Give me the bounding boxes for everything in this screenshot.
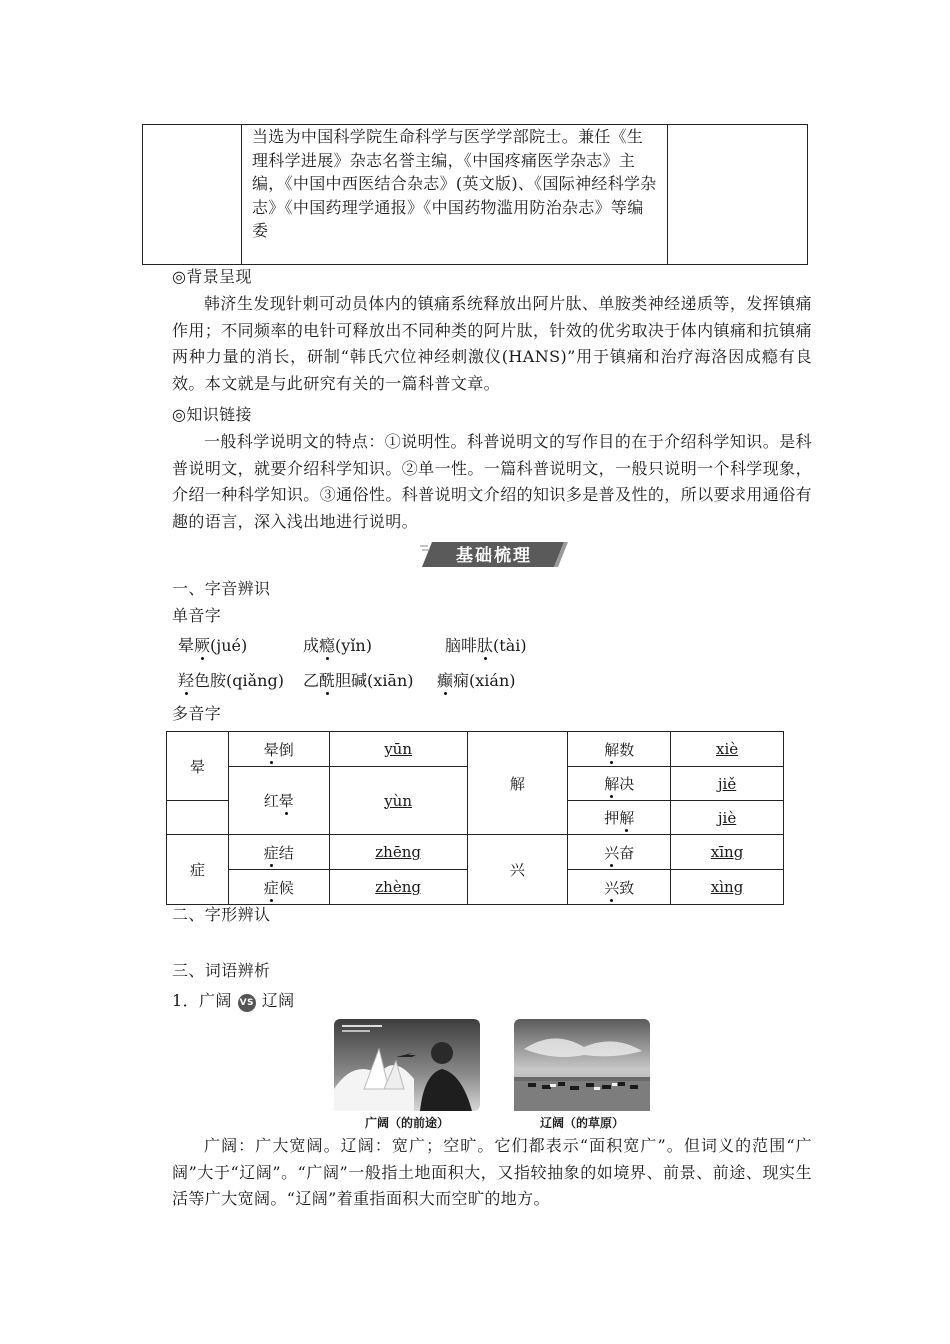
caption-broad: 广阔（的前途） bbox=[364, 1116, 449, 1130]
poly-blank bbox=[167, 801, 229, 835]
poly-word: 症结 bbox=[228, 835, 329, 870]
polyphone-table bbox=[166, 731, 784, 905]
poly-char-yun: 晕 bbox=[167, 732, 229, 801]
section2-heading: 二、字形辨认 bbox=[172, 905, 271, 924]
poly-char-jie: 解 bbox=[467, 732, 568, 835]
bio-table-right-cell bbox=[668, 125, 808, 265]
bio-table-text-cell bbox=[242, 125, 668, 265]
word-naofeitai: 脑啡肽(tài) bbox=[445, 636, 527, 655]
poly-pinyin: xīng bbox=[671, 835, 784, 870]
bio-table-left-cell bbox=[143, 125, 242, 265]
poly-word: 解决 bbox=[568, 767, 671, 801]
poly-word: 晕倒 bbox=[228, 732, 329, 767]
section-banner bbox=[418, 538, 568, 571]
poly-char-xing: 兴 bbox=[467, 835, 568, 905]
word-dianxian: 癫痫(xián) bbox=[437, 671, 516, 690]
broad-future-image bbox=[334, 1019, 480, 1111]
word-chengyin: 成瘾(yǐn) bbox=[303, 636, 372, 655]
single-sound-label: 单音字 bbox=[172, 606, 222, 625]
poly-word: 解数 bbox=[568, 732, 671, 767]
multi-sound-label: 多音字 bbox=[172, 704, 222, 723]
poly-char-zheng: 症 bbox=[167, 835, 229, 905]
section3-heading: 三、词语辨析 bbox=[172, 961, 271, 980]
poly-word: 兴奋 bbox=[568, 835, 671, 870]
poly-word: 押解 bbox=[568, 801, 671, 835]
vast-grassland-image bbox=[514, 1019, 650, 1111]
banner-title: 基础梳理 bbox=[456, 546, 532, 566]
word-qiangseann: 羟色胺(qiǎng) bbox=[178, 671, 284, 690]
banner-decoration-icon bbox=[420, 546, 430, 550]
poly-pinyin: yùn bbox=[329, 767, 467, 835]
compare-item: 1．广阔 VS 辽阔 bbox=[172, 991, 295, 1010]
vs-icon: VS bbox=[238, 994, 256, 1012]
poly-pinyin: yūn bbox=[329, 732, 467, 767]
bio-table bbox=[142, 124, 808, 265]
background-heading: ◎背景呈现 bbox=[172, 267, 252, 286]
poly-pinyin: jiě bbox=[671, 767, 784, 801]
poly-pinyin: zhēng bbox=[329, 835, 467, 870]
poly-word: 症候 bbox=[228, 870, 329, 905]
poly-word: 兴致 bbox=[568, 870, 671, 905]
knowledge-heading: ◎知识链接 bbox=[172, 405, 252, 424]
section1-heading: 一、字音辨识 bbox=[172, 579, 271, 598]
knowledge-text: 一般科学说明文的特点：①说明性。科普说明文的写作目的在于介绍科学知识。是科普说明文，就要介绍科学知识。②单一性。一篇科普说明文，一般只说明一个科学现象，介绍一种科学知识。③通俗性。科普说明文介绍的知识多是普及性的，所以要求用通俗有趣的语言，深入浅出地进行说明。 bbox=[172, 432, 812, 531]
caption-vast: 辽阔（的草原） bbox=[539, 1116, 624, 1130]
poly-pinyin: xiè bbox=[671, 732, 784, 767]
poly-pinyin: jiè bbox=[671, 801, 784, 835]
word-juejue: 晕厥(jué) bbox=[178, 636, 248, 655]
word-analysis-text: 广阔：广大宽阔。辽阔：宽广；空旷。它们都表示“面积宽广”。但词义的范围“广阔”大于“辽阔”。“广阔”一般指土地面积大，又指较抽象的如境界、前景、前途、现实生活等广大宽阔。“辽阔”着重指面积大而空旷的地方。 bbox=[172, 1136, 812, 1208]
poly-pinyin: xìng bbox=[671, 870, 784, 905]
bio-text: 当选为中国科学院生命科学与医学学部院士。兼任《生理科学进展》杂志名誉主编，《中国疼痛医学杂志》主编，《中国中西医结合杂志》(英文版)、《国际神经科学杂志》《中国药理学通报》《中国药物滥用防治杂志》等编委 bbox=[252, 127, 657, 240]
poly-pinyin: zhèng bbox=[329, 870, 467, 905]
background-text: 韩济生发现针刺可动员体内的镇痛系统释放出阿片肽、单胺类神经递质等，发挥镇痛作用；不同频率的电针可释放出不同种类的阿片肽，针效的优劣取决于体内镇痛和抗镇痛两种力量的消长，研制“韩氏穴位神经刺激仪(HANS)”用于镇痛和治疗海洛因成瘾有良效。本文就是与此研究有关的一篇科普文章。 bbox=[172, 294, 812, 393]
word-yixiandanjian: 乙酰胆碱(xiān) bbox=[303, 671, 414, 690]
poly-word: 红晕 bbox=[228, 767, 329, 835]
